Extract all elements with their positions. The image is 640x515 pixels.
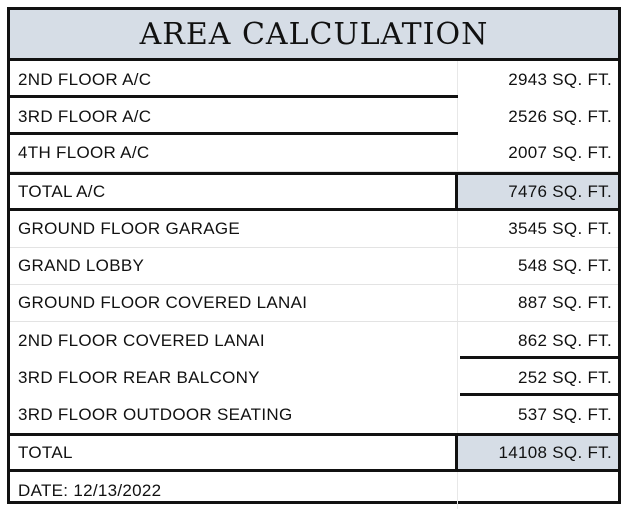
date-value-empty [458, 472, 618, 509]
row-label: 3RD FLOOR A/C [10, 98, 458, 135]
table-row [10, 322, 618, 359]
row-label: 3RD FLOOR OUTDOOR SEATING [10, 396, 458, 433]
row-label: 3RD FLOOR REAR BALCONY [10, 359, 458, 396]
row-value: 2526 SQ. FT. [508, 106, 612, 126]
row-label: TOTAL [10, 436, 458, 469]
table-row [10, 61, 618, 98]
table-row [10, 248, 618, 285]
grand-total-row [10, 433, 618, 472]
row-value: 862 SQ. FT. [517, 330, 612, 350]
row-value: 14108 SQ. FT. [458, 436, 618, 469]
table-row [10, 211, 618, 248]
table-row [10, 396, 618, 433]
date-label: DATE: 12/13/2022 [10, 472, 458, 509]
row-label: 2ND FLOOR A/C [10, 61, 458, 98]
table-row [10, 285, 618, 322]
table-row [10, 98, 618, 135]
row-label: GRAND LOBBY [10, 248, 458, 284]
row-value: 2943 SQ. FT. [508, 69, 612, 89]
row-value: 7476 SQ. FT. [458, 175, 618, 208]
row-label: GROUND FLOOR COVERED LANAI [10, 285, 458, 321]
row-label: 4TH FLOOR A/C [10, 135, 458, 171]
row-value: 537 SQ. FT. [517, 404, 612, 424]
row-label: GROUND FLOOR GARAGE [10, 211, 458, 247]
row-value: 2007 SQ. FT. [508, 143, 612, 162]
row-label: 2ND FLOOR COVERED LANAI [10, 322, 458, 359]
row-value: 548 SQ. FT. [517, 256, 612, 275]
row-label: TOTAL A/C [10, 175, 458, 208]
row-value: 887 SQ. FT. [517, 293, 612, 312]
date-row [10, 472, 618, 509]
table-title: AREA CALCULATION [10, 10, 618, 61]
area-calculation-table [7, 7, 621, 504]
row-value: 3545 SQ. FT. [508, 219, 612, 238]
table-row [10, 135, 618, 172]
row-value: 252 SQ. FT. [517, 367, 612, 387]
table-row [10, 359, 618, 396]
total-ac-row [10, 172, 618, 211]
